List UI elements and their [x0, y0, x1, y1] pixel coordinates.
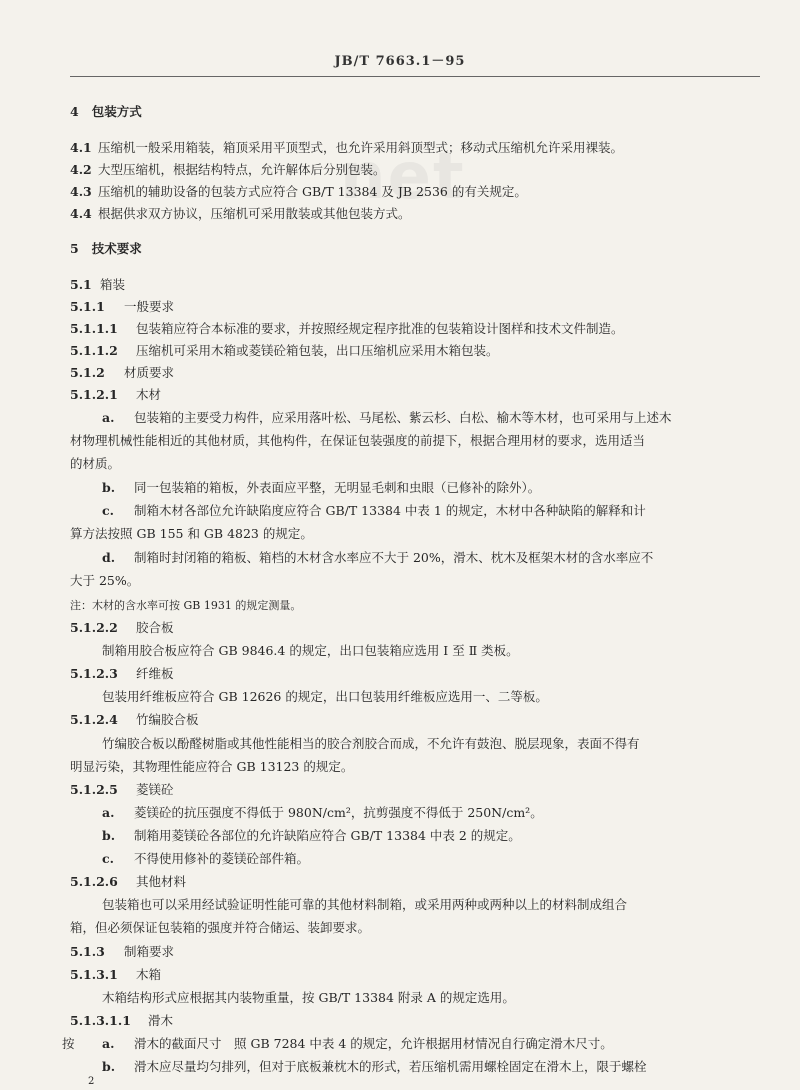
section-4: 4 包装方式 — [70, 104, 142, 119]
item-b-wood: b. 同一包装箱的箱板，外表面应平整，无明显毛刺和虫眼（已修补的除外）。 — [102, 480, 541, 495]
other-materials-text: 包装箱也可以采用经试验证明性能可靠的其他材料制箱，或采用两种或两种以上的材料制成组合 — [102, 897, 628, 912]
other-materials-text-cont: 箱，但必须保证包装箱的强度并符合储运、装卸要求。 — [70, 920, 371, 935]
clause-4-3: 4.3 压缩机的辅助设备的包装方式应符合 GB/T 13384 及 JB 2536 的有关规定。 — [70, 184, 527, 199]
item-a-wood: a. 包装箱的主要受力构件，应采用落叶松、马尾松、紫云杉、白松、榆木等木材，也可采用与上述木 — [102, 410, 672, 425]
clause-5-1-3: 5.1.3 制箱要求 — [70, 944, 175, 959]
item-a-wood-cont1: 材物理机械性能相近的其他材质，其他构件，在保证包装强度的前提下，根据合理用材的要求，选用适当 — [70, 433, 646, 448]
section-5: 5 技术要求 — [70, 241, 142, 256]
clause-5-1-3-1: 5.1.3.1 木箱 — [70, 967, 162, 982]
clause-5-1-1: 5.1.1 一般要求 — [70, 299, 175, 314]
page-number: 2 — [88, 1076, 95, 1087]
clause-5-1-1-1: 5.1.1.1 包装箱应符合本标准的要求，并按照经规定程序批准的包装箱设计图样和技术文件制造。 — [70, 321, 624, 336]
clause-4-1: 4.1 压缩机一般采用箱装，箱顶采用平顶型式，也允许采用斜顶型式；移动式压缩机允许采用裸装。 — [70, 140, 624, 155]
header-rule — [70, 76, 760, 77]
clause-5-1-2-5: 5.1.2.5 菱镁砼 — [70, 782, 174, 797]
clause-5-1-2-4: 5.1.2.4 竹编胶合板 — [70, 712, 199, 727]
item-c-wood-cont: 算方法按照 GB 155 和 GB 4823 的规定。 — [70, 526, 313, 541]
item-a-skid: a. 滑木的截面尺寸 照 GB 7284 中表 4 的规定，允许根据用材情况自行确定滑木尺寸。 — [102, 1036, 613, 1051]
clause-5-1-3-1-1: 5.1.3.1.1 滑木 — [70, 1013, 174, 1028]
item-b-skid: b. 滑木应尽量均匀排列，但对于底板兼枕木的形式，若压缩机需用螺栓固定在滑木上，限于螺栓 — [102, 1059, 647, 1074]
plywood-text: 制箱用胶合板应符合 GB 9846.4 的规定，出口包装箱应选用 Ⅰ 至 Ⅱ 类板。 — [102, 643, 519, 658]
note-moisture: 注：木材的含水率可按 GB 1931 的规定测量。 — [70, 599, 302, 612]
item-d-wood: d. 制箱时封闭箱的箱板、箱档的木材含水率应不大于 20%，滑木、枕木及框架木材的含水率应不 — [102, 550, 654, 565]
bamboo-text: 竹编胶合板以酚醛树脂或其他性能相当的胶合剂胶合而成，不允许有鼓泡、脱层现象，表面不得有 — [102, 736, 640, 751]
watermark: net — [340, 140, 466, 214]
item-c-magnesite: c. 不得使用修补的菱镁砼部件箱。 — [102, 851, 310, 866]
wooden-box-text: 木箱结构形式应根据其内装物重量，按 GB/T 13384 附录 A 的规定选用。 — [102, 990, 515, 1005]
clause-4-4: 4.4 根据供求双方协议，压缩机可采用散装或其他包装方式。 — [70, 206, 411, 221]
clause-5-1-1-2: 5.1.1.2 压缩机可采用木箱或菱镁砼箱包装，出口压缩机应采用木箱包装。 — [70, 343, 499, 358]
clause-5-1-2-2: 5.1.2.2 胶合板 — [70, 620, 174, 635]
item-d-wood-cont: 大于 25%。 — [70, 573, 140, 588]
clause-5-1: 5.1 箱装 — [70, 277, 126, 292]
clause-5-1-2-6: 5.1.2.6 其他材料 — [70, 874, 187, 889]
clause-4-2: 4.2 大型压缩机，根据结构特点，允许解体后分别包装。 — [70, 162, 386, 177]
item-a-magnesite: a. 菱镁砼的抗压强度不得低于 980N/cm²，抗剪强度不得低于 250N/cm²。 — [102, 805, 543, 820]
clause-5-1-2: 5.1.2 材质要求 — [70, 365, 175, 380]
margin-mark: 按 — [62, 1036, 75, 1051]
item-b-magnesite: b. 制箱用菱镁砼各部位的允许缺陷应符合 GB/T 13384 中表 2 的规定。 — [102, 828, 521, 843]
clause-5-1-2-1: 5.1.2.1 木材 — [70, 387, 162, 402]
fibreboard-text: 包装用纤维板应符合 GB 12626 的规定，出口包装用纤维板应选用一、二等板。 — [102, 689, 548, 704]
item-c-wood: c. 制箱木材各部位允许缺陷度应符合 GB/T 13384 中表 1 的规定，木材中各种缺陷的解释和计 — [102, 503, 646, 518]
standard-code-header: JB/T 7663.1－95 — [334, 54, 466, 69]
clause-5-1-2-3: 5.1.2.3 纤维板 — [70, 666, 174, 681]
item-a-wood-cont2: 的材质。 — [70, 456, 121, 471]
bamboo-text-cont: 明显污染，其物理性能应符合 GB 13123 的规定。 — [70, 759, 354, 774]
